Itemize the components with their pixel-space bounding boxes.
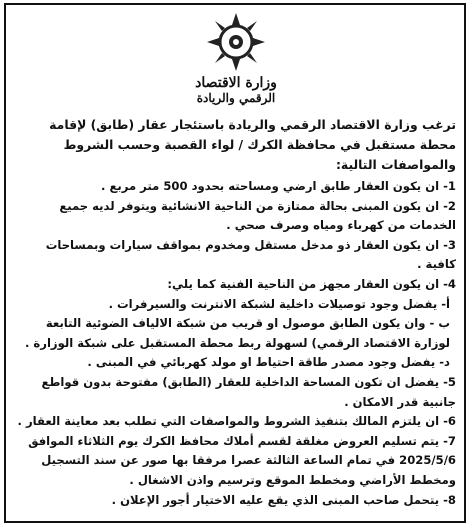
condition-subitem-d: د- يفضل وجود مصدر طاقة احتياط او مولد كهربائي في المبنى . [87,355,450,370]
condition-item-5: 5- يفضل ان تكون المساحة الداخلية للعقار (الطابق) مفتوحة بدون قواطع جانبية قدر الامكان . [41,374,456,409]
condition-item-7: 7- يتم تسليم العروض مغلقة لقسم أملاك محافظ الكرك يوم الثلاثاء الموافق 2025/5/6 في تمام الساعة الثالثة عصرا مرفقا بها صور عن سند التسجيل ومخطط الأراضي ومخطط الموقع وترسيم واذن الاشغال . [28,433,456,487]
condition-item-3: 3- ان يكون العقار ذو مدخل مستقل ومخدوم بمواقف سيارات وبمساحات كافية . [45,237,456,272]
condition-subitem-b: ب - وان يكون الطابق موصول او قريب من شبكة الالياف الضوئية التابعة لوزارة الاقتصاد الرقمي) لسهولة ربط محطة المستقبل على شبكة الوزارة . [24,316,450,350]
condition-item-1: 1- ان يكون العقار طابق ارضي ومساحته بحدود 500 متر مربع . [101,179,456,193]
logo-title-line1: وزارة الاقتصاد [195,75,277,91]
announcement-body [14,115,456,510]
ministry-emblem-icon [205,11,267,73]
condition-item-4: 4- ان يكون العقار مجهز من الناحية الفنية كما يلي: [167,276,456,291]
condition-item-6: 6- ان يلتزم المالك بتنفيذ الشروط والمواصفات التي تطلب بعد معاينة العقار . [17,414,456,429]
condition-item-8: 8- يتحمل صاحب المبنى الذي يقع عليه الاختيار أجور الإعلان . [111,492,456,507]
announcement-page [4,3,466,523]
condition-subitem-a: أ- يفضل وجود توصيلات داخلية لشبكة الانترنت والسيرفرات . [108,296,450,311]
ministry-logo [181,11,291,111]
logo-title-line2: الرقمي والريادة [196,91,276,105]
condition-item-2: 2- ان يكون المبنى بحالة ممتازة من الناحية الانشائية ويتوفر لديه جميع الخدمات من كهرباء ومياه وصرف صحي . [59,198,456,233]
announcement-intro: ترغب وزارة الاقتصاد الرقمي والريادة باستئجار عقار (طابق) لإقامة محطة مستقبل في محافظة الكرك / لواء القصبة وحسب الشروط والمواصفات التالية: [49,117,456,172]
